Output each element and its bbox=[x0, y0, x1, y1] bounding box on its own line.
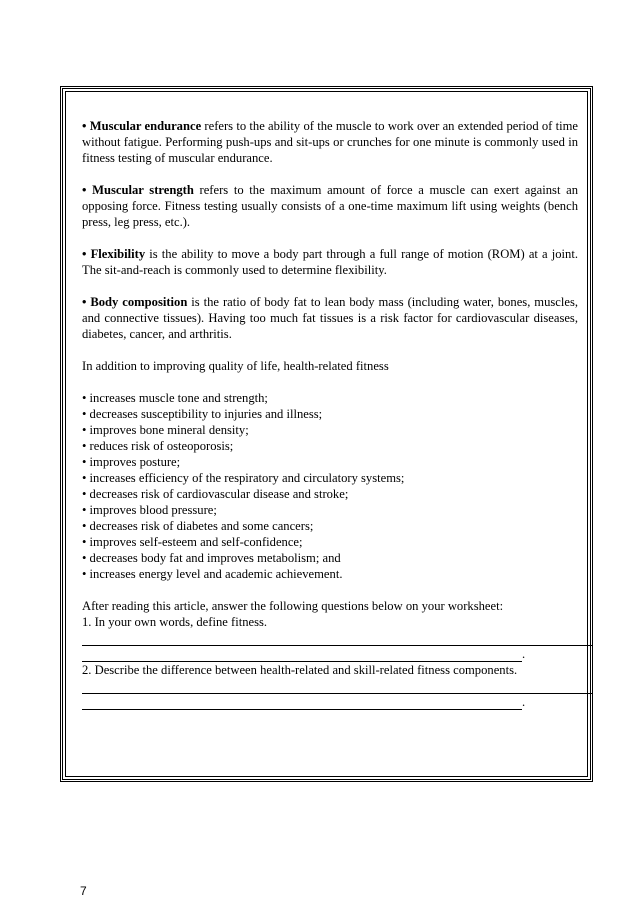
definition-bullet: • bbox=[82, 119, 87, 133]
list-item: • increases muscle tone and strength; bbox=[82, 391, 268, 405]
question-2: 2. Describe the difference between health-related and skill-related fitness components. bbox=[82, 663, 518, 677]
answer-line-2a[interactable] bbox=[82, 678, 593, 694]
list-item: • decreases risk of diabetes and some cancers; bbox=[82, 519, 314, 533]
definition-flexibility bbox=[82, 246, 578, 278]
answer-line-1a[interactable] bbox=[82, 630, 593, 646]
worksheet-frame bbox=[60, 86, 593, 782]
definition-bullet: • bbox=[82, 295, 87, 309]
definition-text: is the ability to move a body part through a full range of motion (ROM) at a joint. The sit-and-reach is commonly used to determine flexibility. bbox=[82, 247, 578, 277]
definition-body-composition bbox=[82, 294, 578, 342]
list-item: • increases efficiency of the respiratory and circulatory systems; bbox=[82, 471, 405, 485]
answer-line-2b[interactable] bbox=[82, 694, 522, 710]
instructions-text: After reading this article, answer the following questions below on your worksheet: bbox=[82, 599, 504, 613]
definition-term: Flexibility bbox=[90, 247, 146, 261]
definition-text: refers to the ability of the muscle to work over an extended period of time without fatigue. Performing push-ups and sit-ups or crunches for one minute is commonly used in fitness testing of muscular endurance. bbox=[82, 119, 578, 165]
question-1: 1. In your own words, define fitness. bbox=[82, 615, 268, 629]
list-item: • improves self-esteem and self-confidence; bbox=[82, 535, 303, 549]
page-number: 7 bbox=[80, 884, 87, 898]
answer-end-mark: . bbox=[522, 647, 526, 661]
definition-term: Body composition bbox=[90, 295, 188, 309]
worksheet-questions bbox=[82, 598, 578, 710]
answer-row-2b bbox=[82, 694, 578, 710]
definition-text: refers to the maximum amount of force a muscle can exert against an opposing force. Fitness testing usually consists of a one-time maximum lift using weights (bench press, leg press, etc.). bbox=[82, 183, 578, 229]
definition-bullet: • bbox=[82, 183, 87, 197]
list-item: • improves blood pressure; bbox=[82, 503, 217, 517]
definition-term: Muscular strength bbox=[92, 183, 194, 197]
list-item: • decreases body fat and improves metabolism; and bbox=[82, 551, 341, 565]
definition-muscular-strength bbox=[82, 182, 578, 230]
list-item: • increases energy level and academic achievement. bbox=[82, 567, 343, 581]
answer-line-1b[interactable] bbox=[82, 646, 522, 662]
list-item: • improves posture; bbox=[82, 455, 181, 469]
definition-bullet: • bbox=[82, 247, 87, 261]
list-item: • decreases risk of cardiovascular disease and stroke; bbox=[82, 487, 349, 501]
answer-row-1b bbox=[82, 646, 578, 662]
benefits-intro: In addition to improving quality of life, health-related fitness bbox=[82, 359, 389, 373]
list-item: • improves bone mineral density; bbox=[82, 423, 249, 437]
list-item: • reduces risk of osteoporosis; bbox=[82, 439, 234, 453]
definition-muscular-endurance bbox=[82, 118, 578, 166]
definition-term: Muscular endurance bbox=[89, 119, 202, 133]
list-item: • decreases susceptibility to injuries and illness; bbox=[82, 407, 323, 421]
worksheet-frame-inner bbox=[65, 91, 588, 777]
definition-text: is the ratio of body fat to lean body mass (including water, bones, muscles, and connective tissues). Having too much fat tissues is a risk factor for cardiovascular diseases, diabetes, cancer, and arthritis. bbox=[82, 295, 579, 341]
answer-end-mark: . bbox=[522, 695, 526, 709]
worksheet-content bbox=[82, 118, 578, 710]
benefits-list bbox=[82, 390, 578, 582]
